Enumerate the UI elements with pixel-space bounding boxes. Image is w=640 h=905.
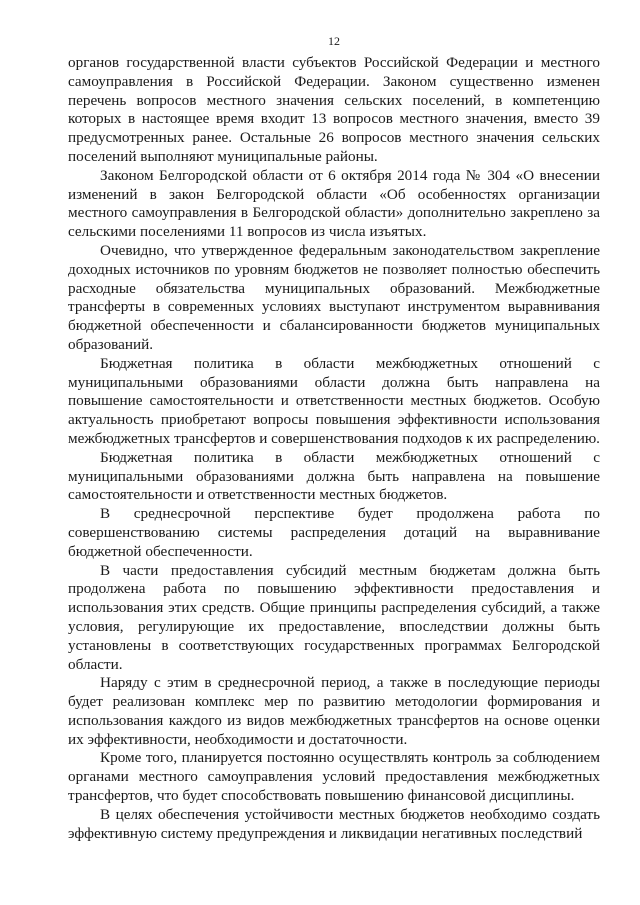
paragraph-budget-policy-2: Бюджетная политика в области межбюджетных отношений с муниципальными образованиями должна быть направлена на повышение самостоятельности и ответственности местных бюджетов. — [68, 448, 600, 504]
paragraph-revenue-sources: Очевидно, что утвержденное федеральным законодательством закрепление доходных источников по уровням бюджетов не позволяет полностью обеспечить расходные обязательства муниципальных образований. Межбюджетные трансферты в современных условиях выступают инструментом выравнивания бюджетной обеспеченности и сбалансированности бюджетов муниципальных образований. — [68, 241, 600, 353]
paragraph-regional-law: Законом Белгородской области от 6 октября 2014 года № 304 «О внесении изменений в закон Белгородской области «Об особенностях организации местного самоуправления в Белгородской области» дополнительно закреплено за сельскими поселениями 11 вопросов из числа изъятых. — [68, 166, 600, 241]
paragraph-medium-term: В среднесрочной перспективе будет продолжена работа по совершенствованию системы распределения дотаций на выравнивание бюджетной обеспеченности. — [68, 505, 600, 560]
document-body — [68, 54, 600, 843]
paragraph-budget-policy-1: Бюджетная политика в области межбюджетных отношений с муниципальными образованиями области должна быть направлена на повышение самостоятельности и ответственности местных бюджетов. Особую актуальность приобретают вопросы повышения эффективности использования межбюджетных трансфертов и совершенствования подходов к их распределению. — [68, 354, 600, 447]
paragraph-continuation: органов государственной власти субъектов Российской Федерации и местного самоуправления в Российской Федерации. Законом существенно изменен перечень вопросов местного значения сельских поселений, в компетенцию которых в настоящее время входит 13 вопросов местного значения, вместо 39 предусмотренных ранее. Остальные 26 вопросов местного значения сельских поселений выполняют муниципальные районы. — [68, 54, 600, 165]
page-number: 12 — [328, 34, 340, 48]
paragraph-methodology: Наряду с этим в среднесрочной период, а также в последующие периоды будет реализован комплекс мер по развитию методологии формирования и использования каждого из видов межбюджетных трансфертов на основе оценки их эффективности, необходимости и достаточности. — [68, 674, 600, 748]
paragraph-control: Кроме того, планируется постоянно осуществлять контроль за соблюдением органами местного самоуправления условий предоставления межбюджетных трансфертов, что будет способствовать повышению финансовой дисциплины. — [68, 749, 600, 805]
paragraph-stability: В целях обеспечения устойчивости местных бюджетов необходимо создать эффективную систему предупреждения и ликвидации негативных последствий — [68, 805, 600, 842]
paragraph-subsidies: В части предоставления субсидий местным бюджетам должна быть продолжена работа по повышению эффективности предоставления и использования этих средств. Общие принципы распределения субсидий, а также условия, регулирующие их предоставление, впоследствии должны быть установлены в соответствующих государственных программах Белгородской области. — [68, 561, 600, 673]
